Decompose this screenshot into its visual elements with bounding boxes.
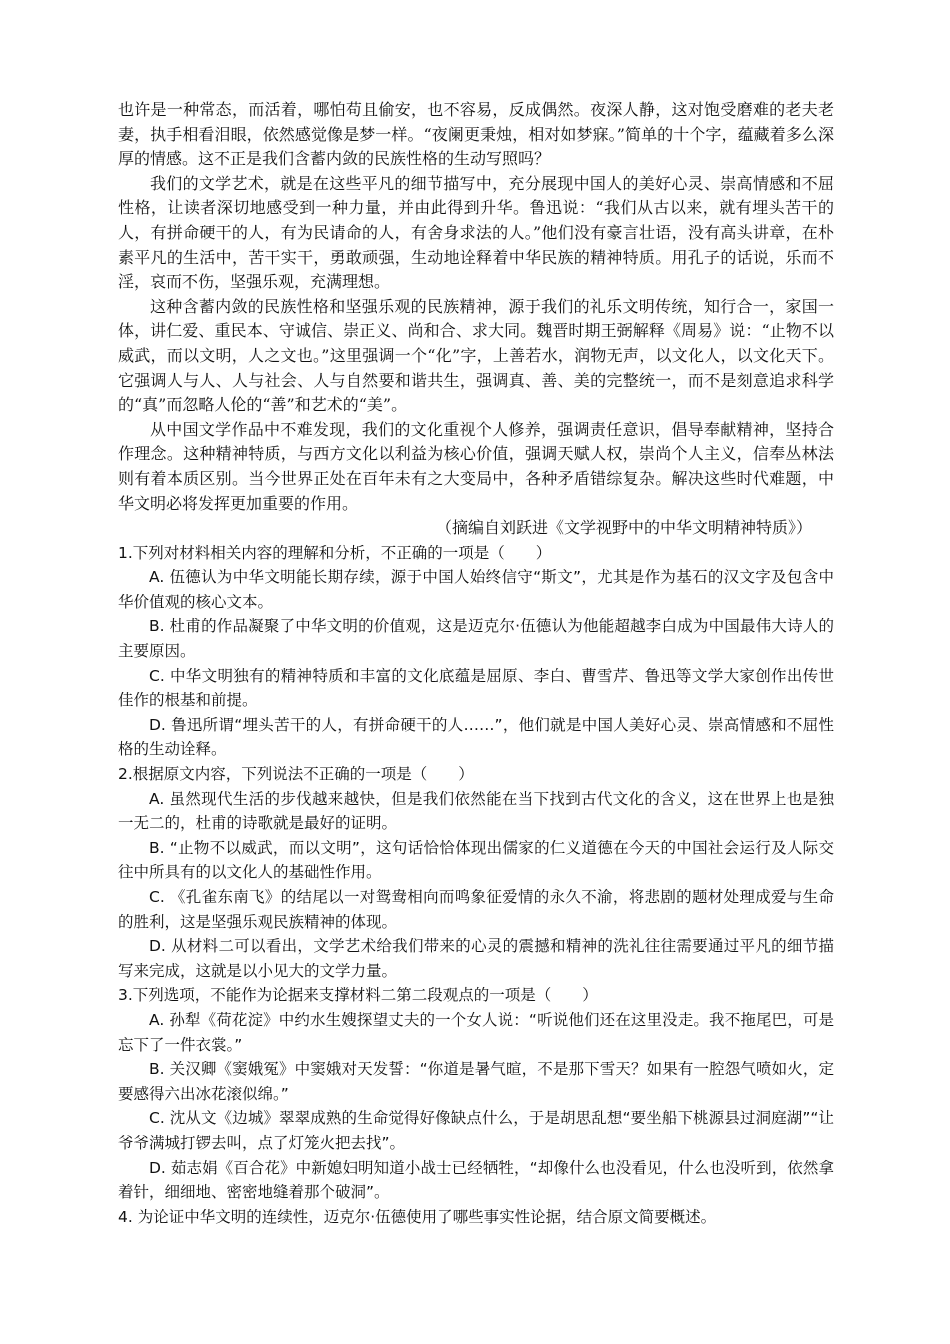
option-a: A. 孙犁《荷花淀》中约水生嫂探望丈夫的一个女人说：“听说他们还在这里没走。我不拖尾巴，可是忘下了一件衣裳。” xyxy=(118,1010,834,1054)
question-stem: 2.根据原文内容，下列说法不正确的一项是（ ） xyxy=(118,765,474,784)
question-4 xyxy=(118,1205,834,1230)
passage-paragraph: 这种含蓄内敛的民族性格和坚强乐观的民族精神，源于我们的礼乐文明传统，知行合一，家国一体，讲仁爱、重民本、守诚信、崇正义、尚和合、求大同。魏晋时期王弼解释《周易》说：“止物不以威武，而以文明，人之文也。”这里强调一个“化”字，上善若水，润物无声，以文化人，以文化天下。它强调人与人、人与社会、人与自然要和谐共生，强调真、善、美的完整统一，而不是刻意追求科学的“真”而忽略人伦的“善”和艺术的“美”。 xyxy=(118,296,834,415)
option-c: C. 中华文明独有的精神特质和丰富的文化底蕴是屈原、李白、曹雪芹、鲁迅等文学大家创作出传世佳作的根基和前提。 xyxy=(118,666,834,710)
passage-paragraph: 我们的文学艺术，就是在这些平凡的细节描写中，充分展现中国人的美好心灵、崇高情感和不屈性格，让读者深切地感受到一种力量，并由此得到升华。鲁迅说：“我们从古以来，就有埋头苦干的人，有拼命硬干的人，有为民请命的人，有舍身求法的人。”他们没有豪言壮语，没有高头讲章，在朴素平凡的生活中，苦干实干，勇敢顽强，生动地诠释着中华民族的精神特质。用孔子的话说，乐而不淫，哀而不伤，坚强乐观，充满理想。 xyxy=(118,173,834,292)
option-a: A. 虽然现代生活的步伐越来越快，但是我们依然能在当下找到古代文化的含义，这在世界上也是独一无二的，杜甫的诗歌就是最好的证明。 xyxy=(118,789,834,833)
option-c: C. 沈从文《边城》翠翠成熟的生命觉得好像缺点什么，于是胡思乱想“要坐船下桃源县过洞庭湖”“让爷爷满城打锣去叫，点了灯笼火把去找”。 xyxy=(118,1109,834,1152)
option-a: A. 伍德认为中华文明能长期存续，源于中国人始终信守“斯文”，尤其是作为基石的汉文字及包含中华价值观的核心文本。 xyxy=(118,568,834,611)
option-b: B. 关汉卿《窦娥冤》中窦娥对天发誓：“你道是暑气暄，不是那下雪天？如果有一腔怨气喷如火，定要感得六出冰花滚似绵。” xyxy=(118,1060,834,1103)
question-3 xyxy=(118,983,834,1204)
passage-paragraph: 从中国文学作品中不难发现，我们的文化重视个人修养，强调责任意识，倡导奉献精神，坚持合作理念。这种精神特质，与西方文化以利益为核心价值，强调天赋人权，崇尚个人主义，信奉丛林法则有着本质区别。当今世界正处在百年未有之大变局中，各种矛盾错综复杂。解决这些时代难题，中华文明必将发挥更加重要的作用。 xyxy=(118,419,834,513)
passage-paragraph: 也许是一种常态，而活着，哪怕苟且偷安，也不容易，反成偶然。夜深人静，这对饱受磨难的老夫老妻，执手相看泪眼，依然感觉像是梦一样。“夜阑更秉烛，相对如梦寐。”简单的十个字，蕴藏着多么深厚的情感。这不正是我们含蓄内敛的民族性格的生动写照吗？ xyxy=(118,100,834,169)
question-2 xyxy=(118,762,834,983)
option-d: D. 茹志娟《百合花》中新媳妇明知道小战士已经牺牲，“却像什么也没看见，什么也没听到，依然拿着针，细细地、密密地缝着那个破洞”。 xyxy=(118,1158,834,1202)
option-d: D. 鲁迅所谓“埋头苦干的人，有拼命硬干的人……”，他们就是中国人美好心灵、崇高情感和不屈性格的生动诠释。 xyxy=(118,715,834,759)
question-1 xyxy=(118,541,834,762)
document-page xyxy=(118,98,834,1229)
question-stem: 1.下列对材料相关内容的理解和分析，不正确的一项是（ ） xyxy=(118,543,552,562)
question-stem: 4. 为论证中华文明的连续性，迈克尔·伍德使用了哪些事实性论据，结合原文简要概述。 xyxy=(118,1207,717,1226)
option-b: B. 杜甫的作品凝聚了中华文明的价值观，这是迈克尔·伍德认为他能超越李白成为中国最伟大诗人的主要原因。 xyxy=(118,617,834,661)
question-stem: 3.下列选项，不能作为论据来支撑材料二第二段观点的一项是（ ） xyxy=(118,986,598,1005)
option-c: C. 《孔雀东南飞》的结尾以一对鸳鸯相向而鸣象征爱情的永久不渝，将悲剧的题材处理成爱与生命的胜利，这是坚强乐观民族精神的体现。 xyxy=(118,888,834,931)
option-b: B. “止物不以威武，而以文明”，这句话恰恰体现出儒家的仁义道德在今天的中国社会运行及人际交往中所具有的以文化人的基础性作用。 xyxy=(118,838,834,882)
option-d: D. 从材料二可以看出，文学艺术给我们带来的心灵的震撼和精神的洗礼往往需要通过平凡的细节描写来完成，这就是以小见大的文学力量。 xyxy=(118,937,834,980)
passage-source: （摘编自刘跃进《文学视野中的中华文明精神特质》） xyxy=(435,518,812,538)
